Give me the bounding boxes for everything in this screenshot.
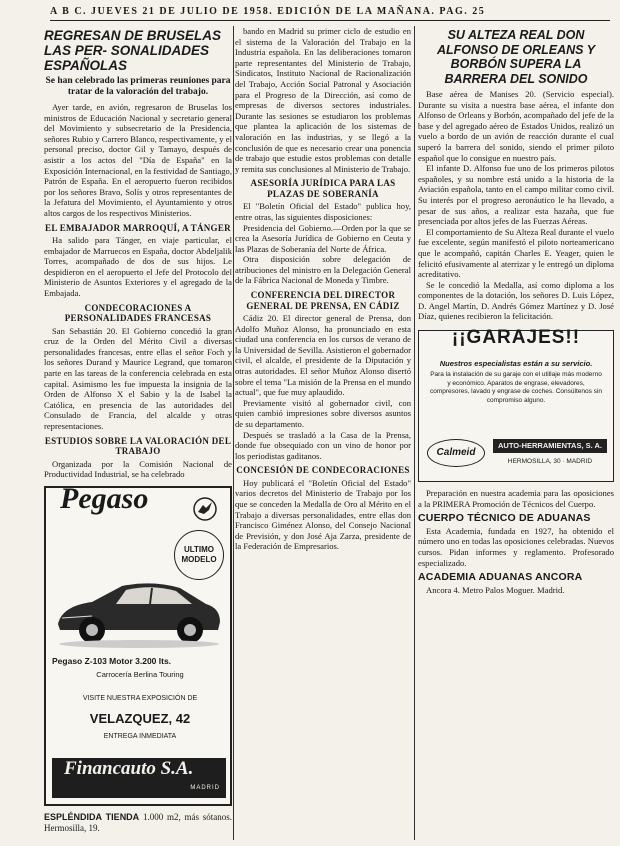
headline-bruselas: REGRESAN DE BRUSELAS LAS PER- SONALIDADES ESPAÑOLAS	[44, 28, 222, 73]
pegaso-advertisement	[44, 481, 232, 806]
headline-alfonso: SU ALTEZA REAL DON ALFONSO DE ORLEANS Y BORBÓN SUPERA LA BARRERA DEL SONIDO	[436, 28, 596, 86]
article-paragraph: Preparación en nuestra academia para las oposiciones a la PRIMERA Promoción de Técnicos del Cuerpo.	[418, 488, 614, 509]
article-paragraph: bando en Madrid su primer ciclo de estudio en el sistema de la Valoración del Trabajo en la Industria española. En las deliberaciones tomaron parte representantes del Ministerio de Trabajo, Sindicatos, Instituto Nacional de Racionalización del Trabajo, Acción Social Patronal y Asociación para el Progreso de la Dirección, así como de empresas de diversos sectores industriales. Durante las sesiones se estudiaron los problemas que plantea la aplicación de los sistemas de valoración en las industrias, y se llegó a la conclusión de que es necesario crear una ponencia de trabajo que estudie estos problemas con detalle y remita sus conclusiones al Ministerio de Trabajo.	[235, 26, 411, 174]
subheadline-valoracion: Se han celebrado las primeras reuniones para tratar de la valoración del trabajo.	[45, 76, 231, 97]
header-rule	[50, 20, 610, 21]
article-paragraph: El "Boletín Oficial del Estado" publica hoy, entre otras, las siguientes disposiciones:	[235, 201, 411, 222]
section-heading-condecoraciones-2: CONCESIÓN DE CONDECORACIONES	[236, 465, 410, 476]
section-heading-condecoraciones: CONDECORACIONES A PERSONALIDADES FRANCESAS	[64, 302, 212, 324]
academia-title: ACADEMIA ADUANAS ANCORA	[418, 571, 583, 584]
article-paragraph: Otra disposición sobre delegación de atribuciones del ministro en la Delegación General de la Fábrica Nacional de Moneda y Timbre.	[235, 254, 411, 286]
article-paragraph: Ancora 4. Metro Palos Moguer. Madrid.	[426, 584, 565, 595]
article-paragraph: Base aérea de Manises 20. (Servicio especial). Durante su visita a nuestra base aérea, el infante don Alfonso de Orleans y Borbón, acompañado del jefe de la base y del agregado aéreo de Estados Unidos, realizó un vuelo a bordo de un avión de reacción durante el cual superó la barrera del sonido, siendo el primer piloto español que lo consigue en nuestro país.	[418, 89, 614, 163]
article-paragraph: El infante D. Alfonso fue uno de los primeros pilotos españoles, y su nombre está unido a la historia de la Aviación española, tanto en el campo militar como civil. Su interés por el progreso aeronáutico le ha llevado, a pesar de sus años, a realizar esta hazaña, que fue presenciada por altos jefes de las Fuerzas Aéreas.	[418, 163, 614, 227]
article-paragraph: Ayer tarde, en avión, regresaron de Bruselas los ministros de Educación Nacional y secretario general del Movimiento y subsecretario de la Presidencia, señores Rubio y Carrero Blanco, respectivamente, y el personal preciso, doctor Gil y Tamayo, después de asistir a los actos del "Día de España" en la Exposición Internacional, en la festividad de Santiago, Patrón de España. En el aeropuerto fueron recibidos por los señores Bravo, Solís y otros representantes de la Jefatura del Movimiento, el Ayuntamiento y otros altos cargos de los respectivos Ministerios.	[44, 102, 232, 218]
garajes-text: Para la instalación de su garaje con el utillaje más moderno y económico. Aparatos de engrase, elevadores, compresores, lavado y engrase de coches. Consúltenos sin compromiso alguno.	[430, 371, 602, 404]
pegaso-body-line: Carrocería Berlina Touring	[96, 669, 184, 679]
article-paragraph: Organizada por la Comisión Nacional de Productividad Industrial, se ha celebrado	[44, 458, 232, 480]
classified-text: 1.000 m2, más sótanos. Hermosilla, 19.	[44, 811, 232, 833]
article-paragraph: Hoy publicará el "Boletín Oficial del Estado" varios decretos del Ministerio de Trabajo por los que se conceden la Medalla de Oro al Mérito en el Trabajo a diversas personalidades, entre ellas don Francisco Giménez Alonso, del Consejo Nacional de Previsión, y don José Aja Zarza, presidente de la Federación de Empresarios.	[235, 477, 411, 552]
aduanas-title: CUERPO TÉCNICO DE ADUANAS	[418, 512, 591, 525]
section-heading-asesoria: ASESORÍA JURÍDICA PARA LAS PLAZAS DE SOBERANÍA	[250, 178, 396, 199]
classified-title: ESPLÉNDIDA TIENDA	[44, 811, 140, 822]
column-left	[44, 26, 232, 840]
garajes-title: ¡¡GARAJES!!	[451, 327, 581, 349]
column-middle	[235, 26, 411, 840]
garajes-advertisement	[418, 327, 614, 482]
garajes-address: HERMOSILLA, 30 · MADRID	[507, 458, 593, 466]
column-divider	[414, 26, 415, 840]
column-right	[418, 26, 614, 840]
pegaso-address: VELAZQUEZ, 42	[89, 710, 191, 726]
article-paragraph: Se le concedió la Medalla, así como diploma a los componentes de la dotación, los señores D. Luis López, D. Angel Martín, D. Andrés Gómez Martínez y D. José Díaz, quienes recibieron la felicitación.	[418, 279, 614, 322]
section-heading-valoracion: ESTUDIOS SOBRE LA VALORACIÓN DEL TRABAJO	[44, 435, 232, 457]
dealer-city: MADRID	[190, 785, 220, 792]
page-header: A B C. JUEVES 21 DE JULIO DE 1958. EDICIÓN DE LA MAÑANA. PAG. 25	[50, 6, 486, 17]
garajes-subtitle: Nuestros especialistas están a su servicio.	[439, 359, 593, 369]
winged-horse-emblem-icon	[192, 496, 218, 522]
pegaso-delivery: ENTREGA INMEDIATA	[103, 732, 177, 740]
article-paragraph: El comportamiento de Su Alteza Real durante el vuelo fue excelente, según manifestó el piloto norteamericano que le acompañó, capitán Charles E. Yeager, quien le felicitó efusivamente al aterrizar y le entregó un diploma acreditativo.	[418, 226, 614, 280]
section-heading-embajador: EL EMBAJADOR MARROQUÍ, A TÁNGER	[45, 222, 231, 233]
garajes-company: AUTO-HERRAMIENTAS, S. A.	[493, 439, 607, 453]
column-divider	[233, 26, 234, 840]
section-heading-conferencia: CONFERENCIA DEL DIRECTOR GENERAL DE PRENSA, EN CÁDIZ	[246, 290, 400, 311]
article-paragraph: Esta Academia, fundada en 1927, ha obtenido el número uno en todas las oposiciones celebradas. Nuevos cursos. Pidan informes y reglamento. Profesorado especializado.	[418, 525, 614, 568]
dealer-banner	[52, 758, 226, 798]
article-paragraph: Cádiz 20. El director general de Prensa, don Adolfo Muñoz Alonso, ha pronunciado en esta ciudad una conferencia en los cursos de verano de la Universidad de Sevilla. Asistieron el gobernador civil, el alcalde, el presidente de la Diputación y otras autoridades. El señor Muñoz Alonso disertó sobre el tema "La misión de la Prensa en el mundo actual", que fue muy aplaudido.	[235, 313, 411, 398]
article-paragraph: Después se trasladó a la Casa de la Prensa, donde fue obsequiado con un vino de honor por los periodistas gaditanos.	[235, 429, 411, 461]
pegaso-model-line: Pegaso Z-103 Motor 3.200 lts.	[52, 655, 172, 666]
garajes-logo: Calmeid	[427, 439, 485, 467]
pegaso-exposition-line: VISITE NUESTRA EXPOSICIÓN DE	[82, 694, 198, 702]
classified-tienda	[44, 812, 232, 834]
ultimo-modelo-badge: ULTIMO MODELO	[174, 530, 224, 580]
dealer-name: Financauto S.A.	[64, 757, 194, 779]
article-paragraph: San Sebastián 20. El Gobierno concedió la gran cruz de la Orden del Mérito Civil a diversas personalidades francesas, entre ellas el señor Foch y los señores Durand y Maurice Legrand, que tomaron parte en las tareas de la conferencia celebrada en esta capital. Asimismo les fue impuesta la insignia de la Orden de Alfonso X el Sabio y la de Isabel la Católica, en presencia de las autoridades del Consulado de Francia, del alcalde y otras representaciones.	[44, 325, 232, 431]
pegaso-logo: Pegaso	[60, 481, 149, 515]
article-paragraph: Previamente visitó al gobernador civil, con quien cambió impresiones sobre diversos asuntos de su departamento.	[235, 397, 411, 429]
sports-car-illustration-icon	[52, 566, 226, 650]
article-paragraph: Presidencia del Gobierno.—Orden por la que se crea la Asesoría Jurídica de Gobierno en Ceuta y las Plazas de Soberanía del Norte de África.	[235, 222, 411, 254]
article-paragraph: Ha salido para Tánger, en viaje particular, el embajador de Marruecos en España, doctor Abdeljalik Torres, acompañado de dos de sus hijos. Le despidieron en el aeropuerto el Jefe del Protocolo del Ministerio de Asuntos Exteriores y el agregado de la Embajada.	[44, 235, 232, 298]
